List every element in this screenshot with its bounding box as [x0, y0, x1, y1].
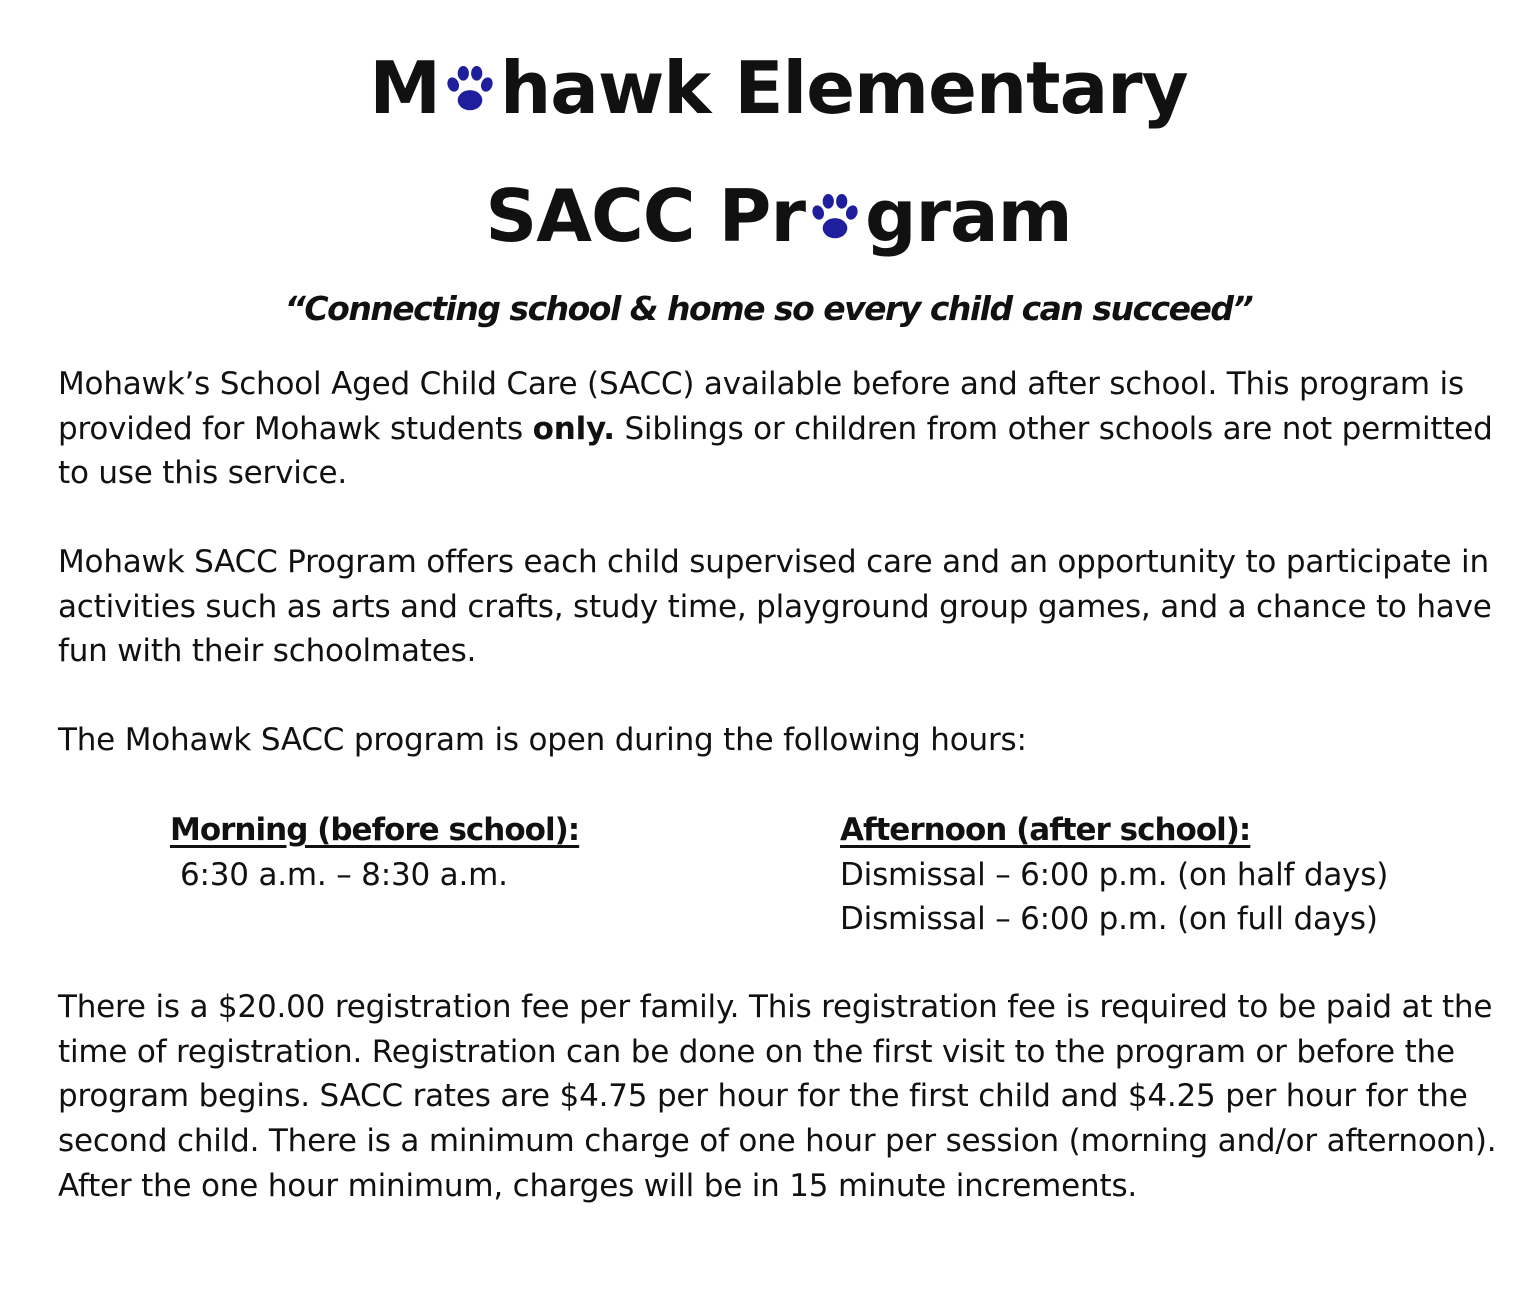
afternoon-time-half-days: Dismissal – 6:00 p.m. (on half days) — [840, 856, 1389, 893]
tagline: “Connecting school & home so every child can succeed” — [284, 289, 1253, 328]
paw-print-icon — [442, 61, 498, 117]
title-line-2 — [0, 174, 1537, 258]
title-text-part: hawk Elementary — [500, 46, 1188, 130]
morning-time: 6:30 a.m. – 8:30 a.m. — [180, 856, 508, 893]
intro-bold-text: only. — [532, 410, 615, 447]
title-text-part: M — [369, 46, 441, 130]
intro-text: Mohawk’s School Aged Child Care (SACC) available before and after school. This program is provided for Mohawk students — [58, 366, 1464, 447]
activities-paragraph: Mohawk SACC Program offers each child supervised care and an opportunity to participate in activities such as arts and crafts, study time, playground group games, and a chance to have fun with their schoolmates. — [58, 544, 1492, 670]
afternoon-hours — [840, 808, 1388, 942]
hours-intro-paragraph: The Mohawk SACC program is open during the following hours: — [58, 722, 1027, 758]
morning-heading: Morning (before school): — [170, 812, 580, 848]
paw-print-icon — [807, 189, 863, 245]
morning-hours — [170, 808, 579, 897]
afternoon-heading: Afternoon (after school): — [840, 812, 1251, 848]
afternoon-time-full-days: Dismissal – 6:00 p.m. (on full days) — [840, 901, 1378, 938]
fees-paragraph: There is a $20.00 registration fee per family. This registration fee is required to be paid at the time of registration. Registration can be done on the first visit to the program or before the program begins. SACC rates are $4.75 per hour for the first child and $4.25 per hour for the second child. There is a minimum charge of one hour per session (morning and/or afternoon). After the one hour minimum, charges will be in 15 minute increments. — [58, 989, 1497, 1204]
intro-text-end: Siblings or children from other schools are not permitted to use this service. — [58, 410, 1493, 492]
intro-paragraph — [58, 362, 1508, 496]
title-text-part: SACC Pr — [485, 174, 805, 258]
title-line-1 — [0, 46, 1537, 130]
title-text-part: gram — [864, 174, 1072, 258]
